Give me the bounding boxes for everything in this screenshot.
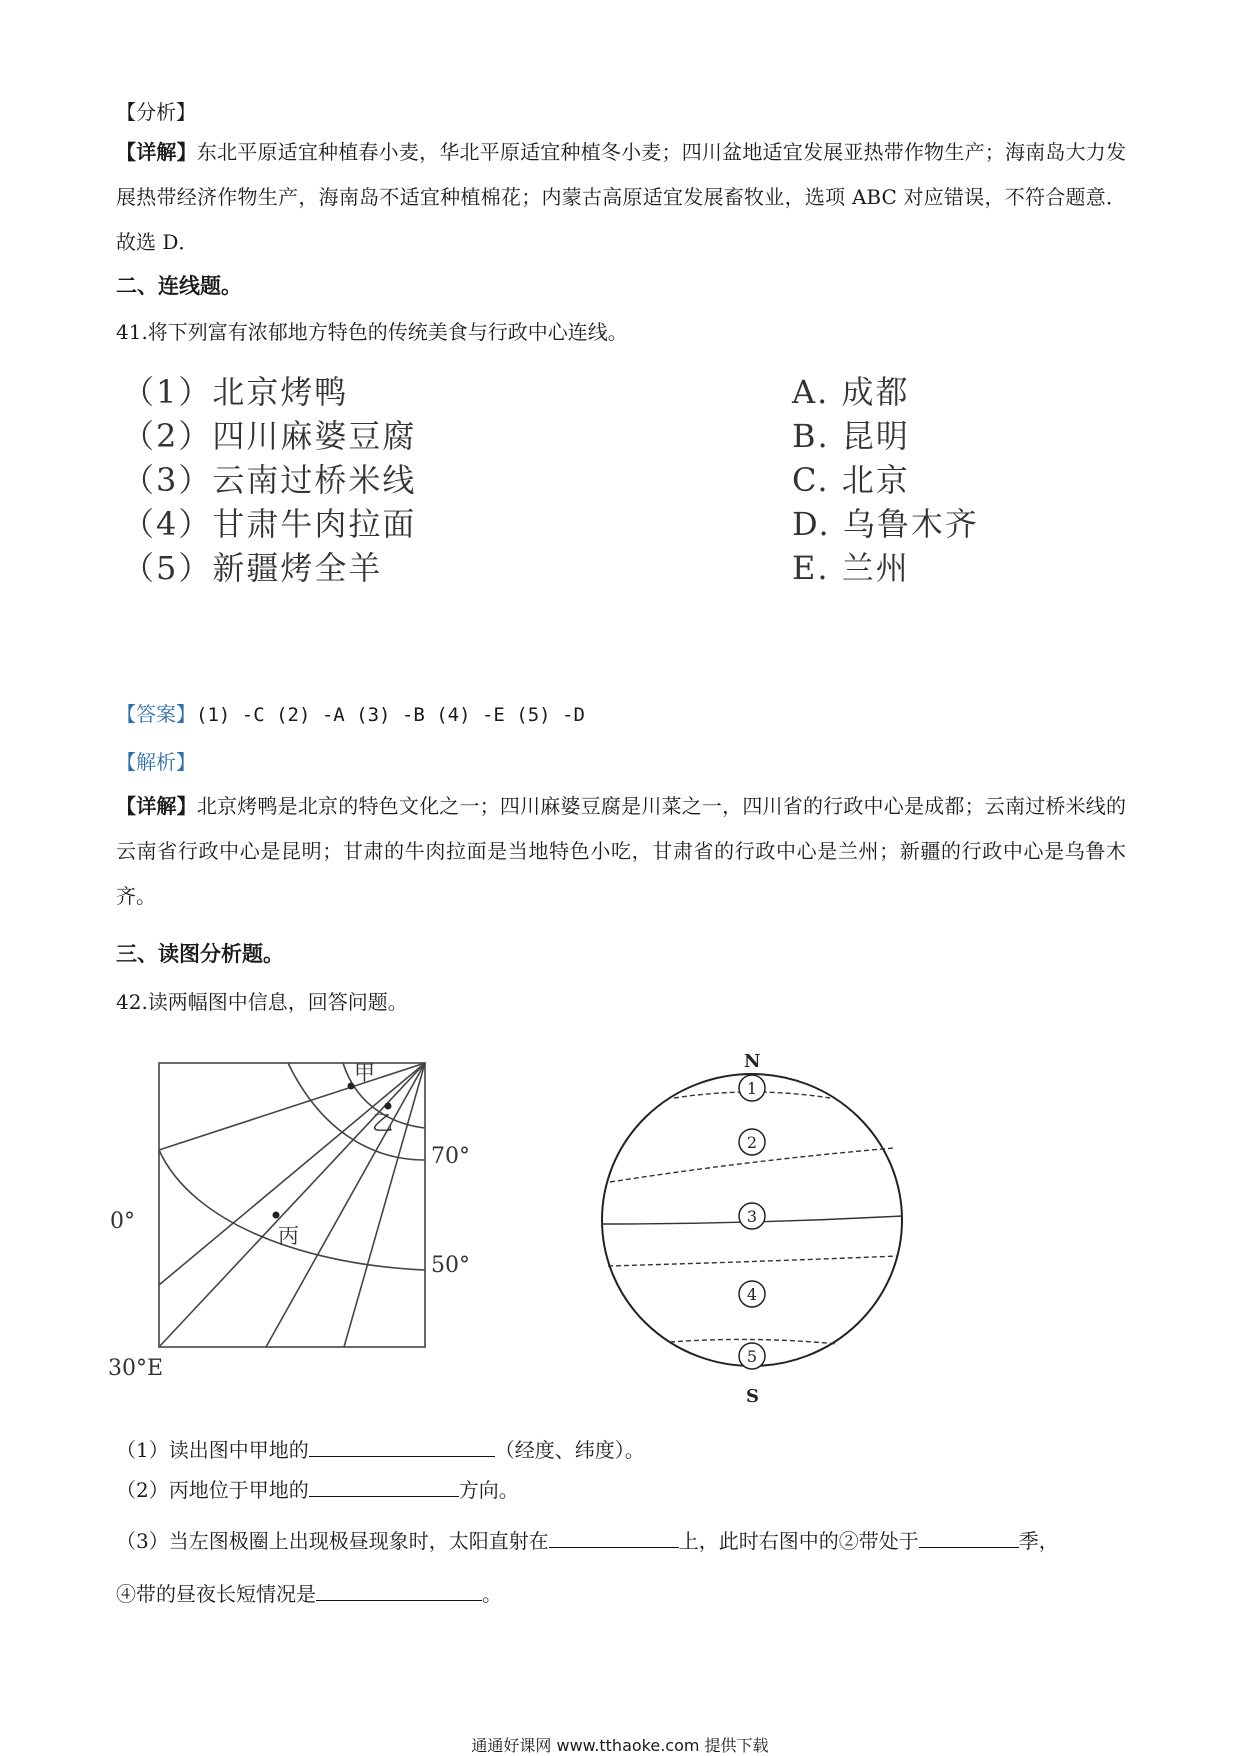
- page-footer: 通通好课网 www.tthaoke.com 提供下载: [471, 1736, 769, 1755]
- q40-detail-text: 东北平原适宜种植春小麦，华北平原适宜种植冬小麦；四川盆地适宜发展亚热带作物生产；海南岛大力发展热带经济作物生产，海南岛不适宜种植棉花；内蒙古高原适宜发展畜牧业，选项 ABC 对应错误，不符合题意．故选 D．: [116, 140, 1127, 254]
- q41-answer: [116, 698, 585, 727]
- label-yi: 乙: [372, 1111, 393, 1135]
- city-item: D. 乌鲁木齐: [792, 505, 979, 543]
- answer-label: 【答案】: [116, 702, 196, 726]
- answer-blank[interactable]: [549, 1527, 679, 1548]
- answer-blank[interactable]: [309, 1436, 495, 1457]
- q42-stem: 42.读两幅图中信息，回答问题。: [116, 990, 408, 1014]
- answer-text: (1) -C (2) -A (3) -B (4) -E (5) -D: [196, 704, 585, 726]
- zone-3-label: 3: [746, 1207, 758, 1226]
- food-item: （4）甘肃牛肉拉面: [122, 505, 417, 543]
- section2-title: 二、连线题。: [116, 274, 242, 298]
- q40-detail: [116, 130, 1126, 265]
- point-bing: [273, 1212, 280, 1219]
- food-item: （3）云南过桥米线: [122, 461, 417, 499]
- south-label: S: [746, 1386, 759, 1407]
- explain-label: 【解析】: [116, 750, 196, 774]
- zone-2-label: 2: [746, 1133, 758, 1152]
- sub2-suffix: 方向。: [458, 1478, 519, 1502]
- label-jia: 甲: [354, 1061, 375, 1085]
- sub2-prefix: （2）丙地位于甲地的: [116, 1478, 309, 1502]
- answer-blank[interactable]: [919, 1527, 1019, 1548]
- section3-title: 三、读图分析题。: [116, 942, 284, 966]
- label-lon0: 0°: [110, 1209, 135, 1234]
- polar-projection-map: [108, 1050, 488, 1380]
- city-item: A. 成都: [792, 373, 910, 411]
- meridian-line: [266, 1063, 425, 1347]
- food-item: （1）北京烤鸭: [122, 373, 349, 411]
- sub3-prefix: （3）当左图极圈上出现极昼现象时，太阳直射在: [116, 1529, 549, 1553]
- food-item: （5）新疆烤全羊: [122, 549, 383, 587]
- city-item: E. 兰州: [792, 549, 910, 587]
- label-lat50: 50°: [431, 1253, 470, 1278]
- q41-stem: 41.将下列富有浓郁地方特色的传统美食与行政中心连线。: [116, 320, 628, 344]
- label-bing: 丙: [278, 1224, 299, 1248]
- q41-detail-text: 北京烤鸭是北京的特色文化之一；四川麻婆豆腐是川菜之一，四川省的行政中心是成都；云南过桥米线的云南省行政中心是昆明；甘肃的牛肉拉面是当地特色小吃，甘肃省的行政中心是兰州；新疆的行政中心是乌鲁木齐。: [116, 794, 1127, 908]
- sub-question-3-cont: [116, 1578, 502, 1607]
- sub-question-1: [116, 1434, 645, 1463]
- tropic-capricorn-line: [608, 1256, 898, 1266]
- sub1-suffix: （经度、纬度）。: [494, 1438, 645, 1462]
- globe-diagram: [568, 1030, 928, 1410]
- analysis-label: 【分析】: [116, 100, 196, 124]
- city-item: C. 北京: [792, 461, 910, 499]
- sub3-cont-suffix: 。: [482, 1582, 502, 1606]
- city-item: B. 昆明: [792, 417, 910, 455]
- zone-5-label: 5: [746, 1347, 758, 1366]
- q40-detail-label: 【详解】: [116, 140, 197, 164]
- q41-detail-label: 【详解】: [116, 794, 197, 818]
- sub1-prefix: （1）读出图中甲地的: [116, 1438, 309, 1462]
- food-item: （2）四川麻婆豆腐: [122, 417, 417, 455]
- label-lat70: 70°: [431, 1144, 470, 1169]
- sub-question-2: [116, 1474, 519, 1503]
- answer-blank[interactable]: [316, 1580, 482, 1601]
- sub3-season: 季，: [1018, 1529, 1059, 1553]
- point-yi: [385, 1103, 392, 1110]
- sub3-cont-prefix: ④带的昼夜长短情况是: [116, 1582, 316, 1606]
- sub-question-3: [116, 1525, 1059, 1554]
- zone-4-label: 4: [746, 1285, 758, 1304]
- q41-detail: [116, 784, 1126, 919]
- label-lon30e: 30°E: [108, 1356, 164, 1380]
- zone-1-label: 1: [746, 1079, 758, 1098]
- meridian-line: [159, 1063, 425, 1285]
- answer-blank[interactable]: [309, 1476, 459, 1497]
- north-label: N: [744, 1051, 761, 1072]
- sub3-middle: 上，此时右图中的②带处于: [678, 1529, 919, 1553]
